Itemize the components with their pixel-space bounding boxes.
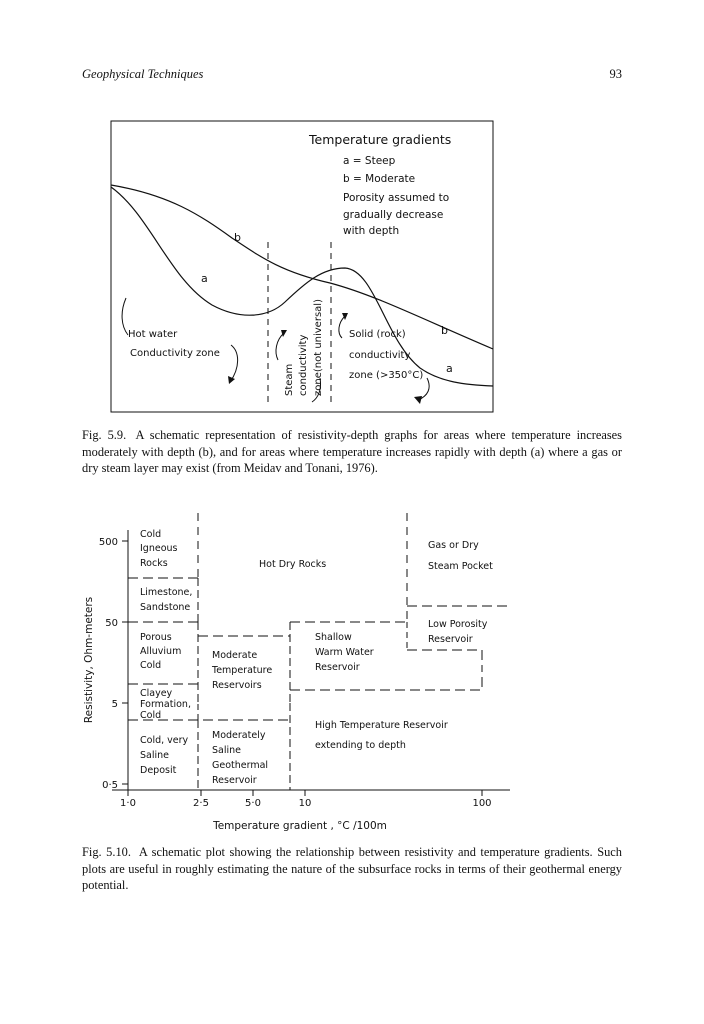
- region-label-line: Reservoir: [428, 634, 473, 645]
- region-label-line: Cold: [140, 710, 162, 721]
- region-cold-igneous-rocks: [140, 529, 181, 569]
- x-tick-label-2-5: 2·5: [193, 798, 209, 809]
- hot-water-conductivity-label: Conductivity zone: [130, 348, 220, 359]
- x-axis-label: Temperature gradient , °C /100m: [213, 820, 387, 832]
- region-label-line: Low Porosity: [428, 619, 488, 630]
- y-tick-label-5: 5: [111, 699, 118, 710]
- region-label-line: Saline: [212, 745, 241, 756]
- region-cold-saline-deposit: [140, 735, 191, 776]
- region-label-line: Cold, very: [140, 735, 189, 746]
- steam-label: Steam: [284, 363, 295, 396]
- region-high-temperature-reservoir: [315, 720, 451, 751]
- region-label-line: Rocks: [140, 558, 168, 569]
- not-universal-label: zone(not universal): [313, 299, 324, 396]
- curve-b-right-label: b: [441, 324, 448, 337]
- solid-rock-label: Solid (rock): [349, 329, 406, 340]
- x-tick-label-10: 10: [298, 798, 312, 809]
- region-label-line: Reservoirs: [212, 680, 262, 691]
- region-label-line: Moderate: [212, 650, 258, 661]
- x-tick-label-5: 5·0: [245, 798, 261, 809]
- legend-porosity-line2: gradually decrease: [343, 209, 444, 221]
- region-label-line: Sandstone: [140, 602, 191, 613]
- region-label-line: Limestone,: [140, 587, 193, 598]
- steam-conductivity-label: conductivity: [298, 334, 309, 396]
- figure-5-10-caption: [82, 844, 622, 894]
- region-low-porosity-reservoir: [428, 619, 490, 645]
- region-limestone-sandstone: [140, 587, 195, 613]
- region-label-line: Hot Dry Rocks: [259, 559, 327, 570]
- y-tick-label-50: 50: [105, 618, 118, 629]
- region-label-line: extending to depth: [315, 740, 406, 751]
- x-tick-label-100: 100: [472, 798, 492, 809]
- legend-moderate: b = Moderate: [343, 173, 416, 185]
- figure-5-10-caption-text: A schematic plot showing the relationship between resistivity and temperature gradients. Such plots are useful in roughly estimating the nature of the subsurface rocks in terms of their geothermal energy potential.: [82, 845, 622, 892]
- region-label-line: Temperature: [212, 665, 273, 676]
- region-label-line: Gas or Dry: [428, 540, 479, 551]
- region-moderate-temperature-reservoirs: [211, 650, 275, 691]
- legend-steep: a = Steep: [343, 155, 396, 167]
- region-label-line: Alluvium: [140, 646, 182, 657]
- region-label-line: Warm Water: [315, 647, 374, 658]
- region-label-line: Igneous: [140, 543, 178, 554]
- curve-b-label: b: [234, 231, 241, 244]
- region-label-line: Formation,: [140, 699, 191, 710]
- legend-title: Temperature gradients: [309, 132, 452, 147]
- region-label-line: Cold: [140, 529, 162, 540]
- region-label-line: Porous: [140, 632, 172, 643]
- page-number: 93: [609, 67, 622, 81]
- y-axis-label: Resistivity, Ohm-meters: [83, 596, 95, 724]
- legend-porosity-line3: with depth: [343, 225, 400, 237]
- region-label-line: Cold: [140, 660, 162, 671]
- region-gas-dry-steam-pocket: [428, 540, 493, 572]
- figure-5-9-caption-text: A schematic representation of resistivity-depth graphs for areas where temperature increases moderately with depth (b), and for areas where temperature increases rapidly with depth (a) where a gas or dry steam layer may exist (from Meidav and Tonani, 1976).: [82, 428, 622, 475]
- figure-5-10-caption-label: Fig. 5.10.: [82, 845, 131, 859]
- y-tick-label-500: 500: [98, 537, 118, 548]
- region-moderately-saline-geothermal-reservoir: [212, 730, 271, 786]
- figure-5-9-caption-label: Fig. 5.9.: [82, 428, 127, 442]
- region-label-line: Geothermal: [212, 760, 269, 771]
- region-label-line: Deposit: [140, 765, 177, 776]
- x-tick-label-1: 1·0: [120, 798, 136, 809]
- region-label-line: Shallow: [315, 632, 352, 643]
- region-label-line: Clayey: [140, 688, 173, 699]
- solid-rock-conductivity-label: conductivity: [349, 350, 411, 361]
- region-label-line: Moderately: [212, 730, 266, 741]
- running-head: Geophysical Techniques: [82, 67, 204, 81]
- curve-a-right-label: a: [446, 362, 453, 375]
- region-label-line: High Temperature Reservoir: [315, 720, 448, 731]
- curve-a-label: a: [201, 272, 208, 285]
- region-label-line: Reservoir: [315, 662, 360, 673]
- boundary-low-porosity-bottom: [407, 650, 482, 665]
- region-shallow-warm-water-reservoir: [315, 632, 377, 673]
- region-label-line: Saline: [140, 750, 169, 761]
- region-hot-dry-rocks: [259, 559, 326, 570]
- region-clayey-formation-cold: [140, 688, 194, 721]
- region-porous-alluvium-cold: [140, 632, 184, 671]
- hot-water-label: Hot water: [128, 329, 178, 340]
- solid-rock-temperature-label: zone (>350°C): [349, 370, 424, 381]
- region-label-line: Reservoir: [212, 775, 257, 786]
- region-label-line: Steam Pocket: [428, 561, 493, 572]
- y-tick-label-0-5: 0·5: [102, 780, 118, 791]
- legend-porosity-line1: Porosity assumed to: [343, 192, 450, 204]
